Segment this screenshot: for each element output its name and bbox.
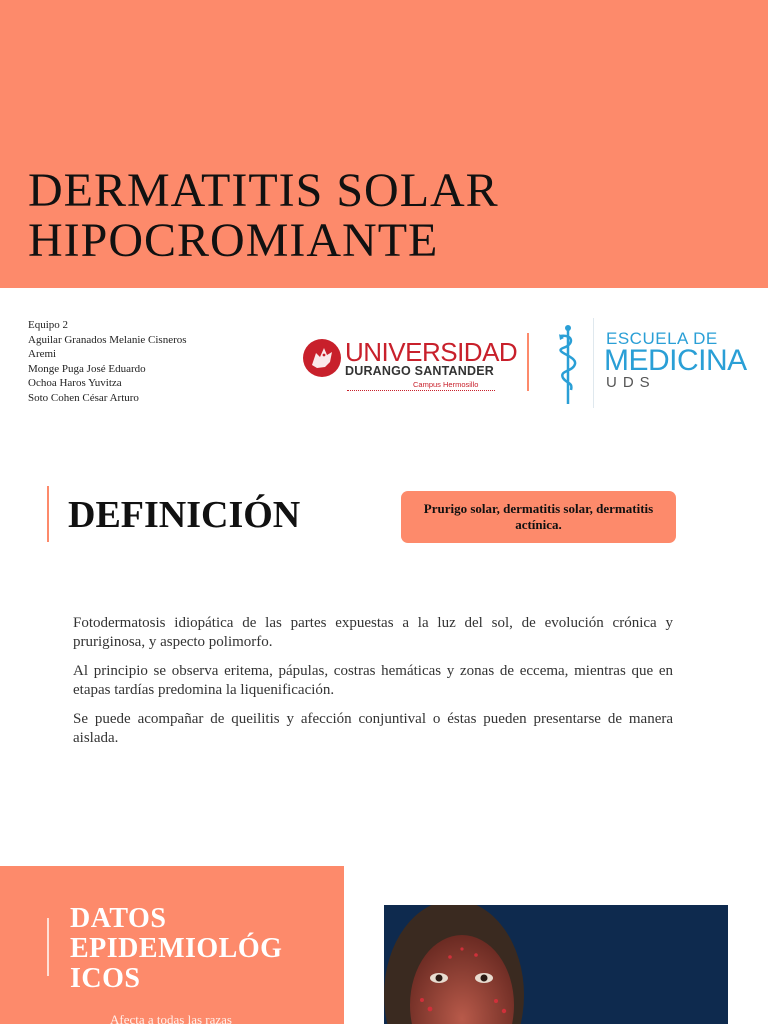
epidemiology-heading-line: EPIDEMIOLÓG bbox=[70, 933, 283, 964]
epidemiology-panel bbox=[0, 866, 344, 1024]
university-campus: Campus Hermosillo bbox=[413, 380, 479, 389]
medicine-school-logo bbox=[555, 318, 745, 410]
page-title bbox=[28, 166, 499, 266]
definition-paragraph: Se puede acompañar de queilitis y afección conjuntival o éstas pueden presentarse de manera aislada. bbox=[73, 711, 673, 746]
university-logo bbox=[303, 336, 518, 396]
team-members bbox=[28, 318, 208, 406]
epidemiology-heading-line: ICOS bbox=[70, 963, 141, 994]
team-line: Soto Cohen César Arturo bbox=[28, 391, 139, 404]
definition-accent-bar bbox=[47, 486, 49, 542]
epidemiology-heading bbox=[70, 904, 282, 994]
wolf-seal-icon bbox=[303, 339, 341, 377]
epidemiology-accent-bar bbox=[47, 918, 49, 976]
team-line: Equipo 2 bbox=[28, 319, 69, 331]
epidemiology-text: Afecta a todas las razas bbox=[110, 1012, 232, 1024]
logo-vertical-rule bbox=[593, 318, 594, 408]
definition-body bbox=[73, 614, 673, 758]
title-line-2: HIPOCROMIANTE bbox=[28, 214, 439, 267]
medicine-school-line3: UDS bbox=[606, 374, 656, 391]
medicine-school-line2: MEDICINA bbox=[604, 344, 747, 377]
title-banner bbox=[0, 0, 768, 288]
university-subname: DURANGO SANTANDER bbox=[345, 364, 494, 378]
definition-paragraph: Fotodermatosis idiopática de las partes expuestas a la luz del sol, de evolución crónica y pruriginosa, y aspecto polimorfo. bbox=[73, 615, 673, 650]
definition-heading: DEFINICIÓN bbox=[68, 494, 301, 536]
university-name: UNIVERSIDAD bbox=[345, 337, 518, 367]
team-line: Monge Puga José Eduardo bbox=[28, 362, 146, 375]
team-line: Aguilar Granados Melanie Cisneros bbox=[28, 333, 187, 346]
clinical-photo bbox=[384, 905, 728, 1024]
medicine-school-line1: ESCUELA DE bbox=[606, 329, 718, 348]
synonyms-callout: Prurigo solar, dermatitis solar, dermatitis actínica. bbox=[401, 491, 676, 543]
title-line-1: DERMATITIS SOLAR bbox=[28, 164, 499, 217]
team-line: Aremi bbox=[28, 348, 57, 361]
logo-dotted-rule bbox=[347, 390, 495, 391]
logo-divider bbox=[527, 333, 529, 391]
team-line: Ochoa Haros Yuvitza bbox=[28, 377, 122, 390]
caduceus-icon bbox=[555, 322, 585, 408]
definition-paragraph: Al principio se observa eritema, pápulas, costras hemáticas y zonas de eccema, mientras que en etapas tardías predomina la liquenificación. bbox=[73, 663, 673, 698]
epidemiology-heading-line: DATOS bbox=[70, 903, 167, 934]
